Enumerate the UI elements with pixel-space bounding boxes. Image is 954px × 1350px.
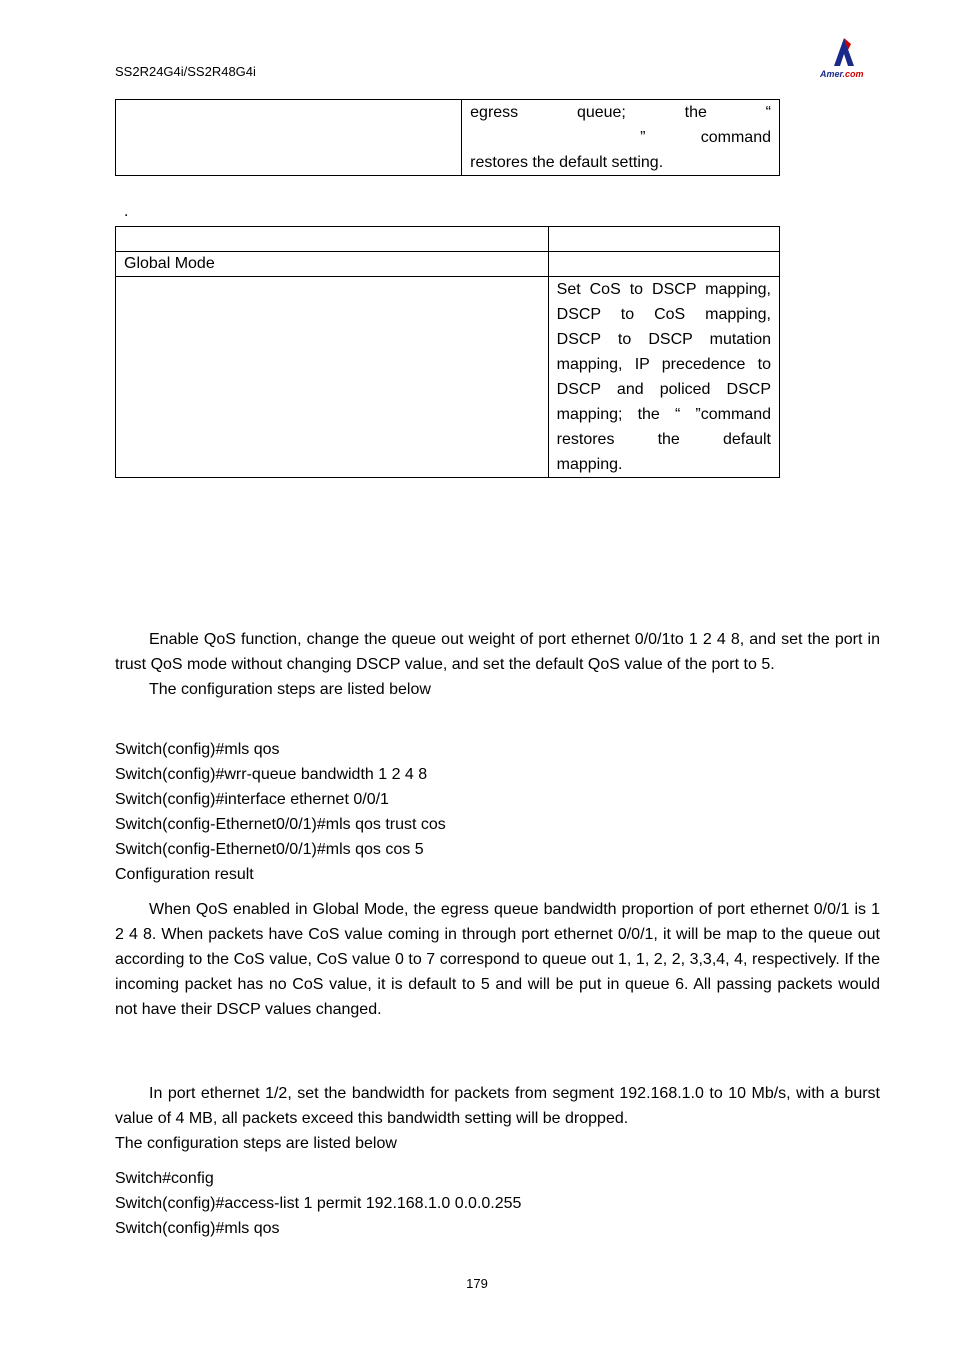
example1-command-2: Switch(config)#wrr-queue bandwidth 1 2 4 8 — [115, 766, 428, 783]
table1-right-cell: egress queue; the “ ” command restores the default setting. — [462, 100, 780, 176]
table2-mode-cell: Global Mode — [116, 252, 549, 277]
table2-header-left — [116, 227, 549, 252]
example1-steps-label: The configuration steps are listed below — [149, 681, 431, 698]
list-dot: . — [124, 203, 129, 220]
header-model: SS2R24G4i/SS2R48G4i — [115, 64, 256, 79]
example1-result-text: When QoS enabled in Global Mode, the egress queue bandwidth proportion of port ethernet 0/0/1 is 1 2 4 8. When packets have CoS value coming in through port ethernet 0/0/1, it will be map to the queue out according to the CoS value, CoS value 0 to 7 correspond to queue out 1, 1, 2, 2, 3,3,4, 4, respectively. If the incoming packet has no CoS value, it is default to 5 and will be put in queue 6. All passing packets would not have their DSCP values changed. — [115, 901, 880, 1018]
example2-steps-label: The configuration steps are listed below — [115, 1135, 397, 1152]
table2-mode-right — [548, 252, 779, 277]
example1-command-1: Switch(config)#mls qos — [115, 741, 280, 758]
example1-command-3: Switch(config)#interface ethernet 0/0/1 — [115, 791, 389, 808]
example2-command-2: Switch(config)#access-list 1 permit 192.168.1.0 0.0.0.255 — [115, 1195, 522, 1212]
example1-result-label: Configuration result — [115, 866, 254, 883]
logo-text: Amer.com — [820, 69, 864, 79]
table2-description-cell: Set CoS to DSCP mapping, DSCP to CoS mapping, DSCP to DSCP mutation mapping, IP precedence to DSCP and policed DSCP mapping; the “ ”command restores the default mapping. — [548, 277, 779, 478]
table2-command-cell — [116, 277, 549, 478]
page-number: 179 — [466, 1276, 488, 1291]
logo-triangle-icon — [818, 36, 878, 70]
example2-intro: In port ethernet 1/2, set the bandwidth for packets from segment 192.168.1.0 to 10 Mb/s, with a burst value of 4 MB, all packets exceed this bandwidth setting will be dropped. — [115, 1085, 880, 1127]
example2-command-1: Switch#config — [115, 1170, 214, 1187]
example1-command-4: Switch(config-Ethernet0/0/1)#mls qos trust cos — [115, 816, 446, 833]
example1-command-5: Switch(config-Ethernet0/0/1)#mls qos cos 5 — [115, 841, 424, 858]
mapping-command-table — [115, 226, 780, 478]
example2-command-3: Switch(config)#mls qos — [115, 1220, 280, 1237]
brand-logo — [818, 36, 878, 82]
table2-header-right — [548, 227, 779, 252]
command-table-continued — [115, 99, 780, 176]
example1-intro: Enable QoS function, change the queue out weight of port ethernet 0/0/1to 1 2 4 8, and set the port in trust QoS mode without changing DSCP value, and set the default QoS value of the port to 5. — [115, 631, 880, 673]
table1-left-cell — [116, 100, 462, 176]
